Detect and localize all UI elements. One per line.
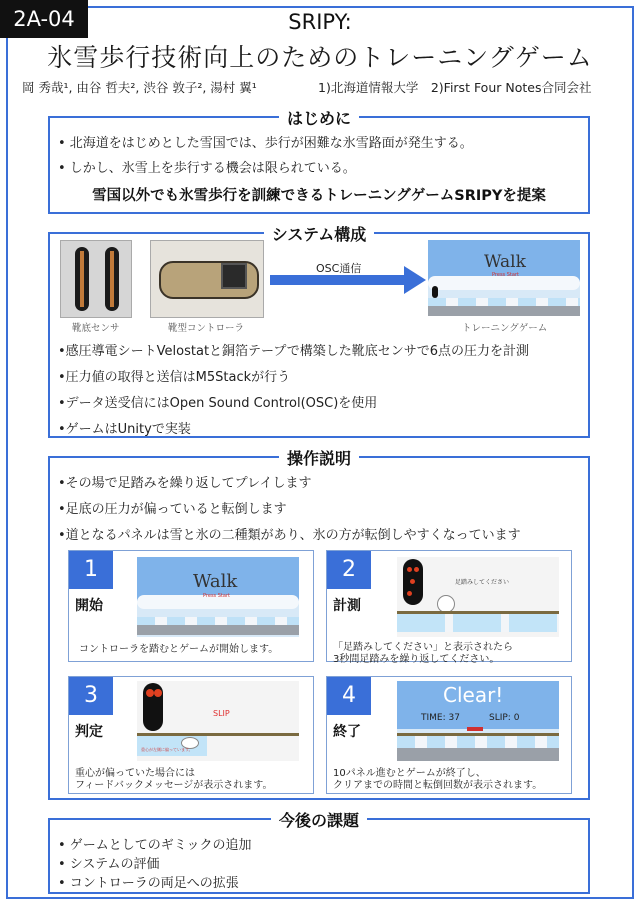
poster-title-jp: 氷雪歩行技術向上のためのトレーニングゲーム bbox=[47, 43, 593, 72]
step-screen bbox=[137, 557, 299, 637]
intro-bullet: • しかし、氷雪上を歩行する機会は限られている。 bbox=[58, 161, 356, 176]
game-subtitle: Press Start bbox=[492, 272, 519, 278]
step-description: コントローラを踏むとゲームが開始します。 bbox=[79, 644, 279, 655]
step-description: 「足踏みしてください」と表示されたら bbox=[333, 642, 513, 653]
operation-bullet: •その場で足踏みを繰り返してプレイします bbox=[58, 476, 312, 491]
screen-subtitle: Press Start bbox=[203, 593, 230, 599]
screen-message: 足踏みしてください bbox=[455, 579, 510, 586]
operation-section bbox=[48, 449, 590, 800]
future-bullet: • ゲームとしてのギミックの追加 bbox=[58, 838, 252, 853]
screen-title: Clear! bbox=[443, 683, 504, 707]
system-section bbox=[48, 225, 590, 438]
system-heading: システム構成 bbox=[50, 222, 588, 245]
future-bullet: • コントローラの両足への拡張 bbox=[58, 876, 239, 891]
author-list: 岡 秀哉¹, 由谷 哲夫², 渋谷 敦子², 湯村 翼¹ bbox=[22, 80, 257, 95]
step-number: 3 bbox=[69, 677, 113, 715]
game-title: Walk bbox=[484, 252, 526, 272]
screen-message: SLIP bbox=[213, 709, 230, 718]
operation-bullet: •道となるパネルは雪と氷の二種類があり、氷の方が転倒しやすくなっています bbox=[58, 528, 521, 543]
caption-training-game: トレーニングゲーム bbox=[462, 323, 548, 334]
clear-slip-count: SLIP: 0 bbox=[489, 713, 520, 723]
future-section bbox=[48, 811, 590, 894]
step-screen bbox=[397, 557, 559, 637]
clear-time: TIME: 37 bbox=[421, 713, 460, 723]
osc-arrow bbox=[270, 266, 426, 294]
step-title: 判定 bbox=[75, 724, 103, 740]
step-description: 3秒間足踏みを繰り返してください。 bbox=[333, 654, 500, 665]
step-description: 10パネル進むとゲームが終了し、 bbox=[333, 768, 486, 779]
affiliation-list: 1)北海道情報大学 2)First Four Notes合同会社 bbox=[318, 80, 592, 95]
step-description: フィードバックメッセージが表示されます。 bbox=[75, 780, 273, 791]
step-screen bbox=[397, 681, 559, 761]
intro-emphasis: 雪国以外でも氷雪歩行を訓練できるトレーニングゲームSRIPYを提案 bbox=[92, 188, 546, 204]
step-description: 重心が偏っていた場合には bbox=[75, 768, 195, 779]
step-title: 終了 bbox=[333, 724, 361, 740]
step-description: クリアまでの時間と転倒回数が表示されます。 bbox=[333, 780, 543, 791]
caption-shoe-controller: 靴型コントローラ bbox=[168, 323, 245, 334]
game-screen-preview bbox=[428, 240, 580, 316]
step-title: 計測 bbox=[333, 598, 361, 614]
step-title: 開始 bbox=[75, 598, 103, 614]
shoe-sensor-photo bbox=[60, 240, 132, 318]
intro-bullet: • 北海道をはじめとした雪国では、歩行が困難な氷雪路面が発生する。 bbox=[58, 136, 473, 151]
shoe-controller-photo bbox=[150, 240, 264, 318]
step-card-judge bbox=[68, 676, 314, 794]
system-bullet: •ゲームはUnityで実装 bbox=[58, 422, 191, 437]
intro-section bbox=[48, 109, 590, 214]
step-card-start bbox=[68, 550, 314, 662]
poster-id-badge: 2A-04 bbox=[0, 0, 88, 38]
future-bullet: • システムの評価 bbox=[58, 857, 160, 872]
operation-bullet: •足底の圧力が偏っていると転倒します bbox=[58, 502, 287, 517]
step-card-finish bbox=[326, 676, 572, 794]
step-number: 4 bbox=[327, 677, 371, 715]
osc-arrow-label: OSC通信 bbox=[316, 262, 362, 275]
system-bullet: •感圧導電シートVelostatと銅箔テープで構築した靴底センサで6点の圧力を計測 bbox=[58, 344, 530, 359]
caption-shoe-sensor: 靴底センサ bbox=[72, 323, 120, 334]
operation-heading: 操作説明 bbox=[50, 446, 588, 469]
system-bullet: •圧力値の取得と送信はM5Stackが行う bbox=[58, 370, 291, 385]
step-screen bbox=[137, 681, 299, 761]
intro-heading: はじめに bbox=[50, 106, 588, 129]
screen-title: Walk bbox=[193, 571, 238, 592]
system-bullet: •データ送受信にはOpen Sound Control(OSC)を使用 bbox=[58, 396, 378, 411]
poster-title-en: SRIPY: bbox=[288, 10, 352, 34]
screen-note: 重心が左側に偏っています。 bbox=[141, 747, 193, 752]
step-number: 2 bbox=[327, 551, 371, 589]
step-number: 1 bbox=[69, 551, 113, 589]
step-card-measure bbox=[326, 550, 572, 665]
future-heading: 今後の課題 bbox=[50, 808, 588, 831]
